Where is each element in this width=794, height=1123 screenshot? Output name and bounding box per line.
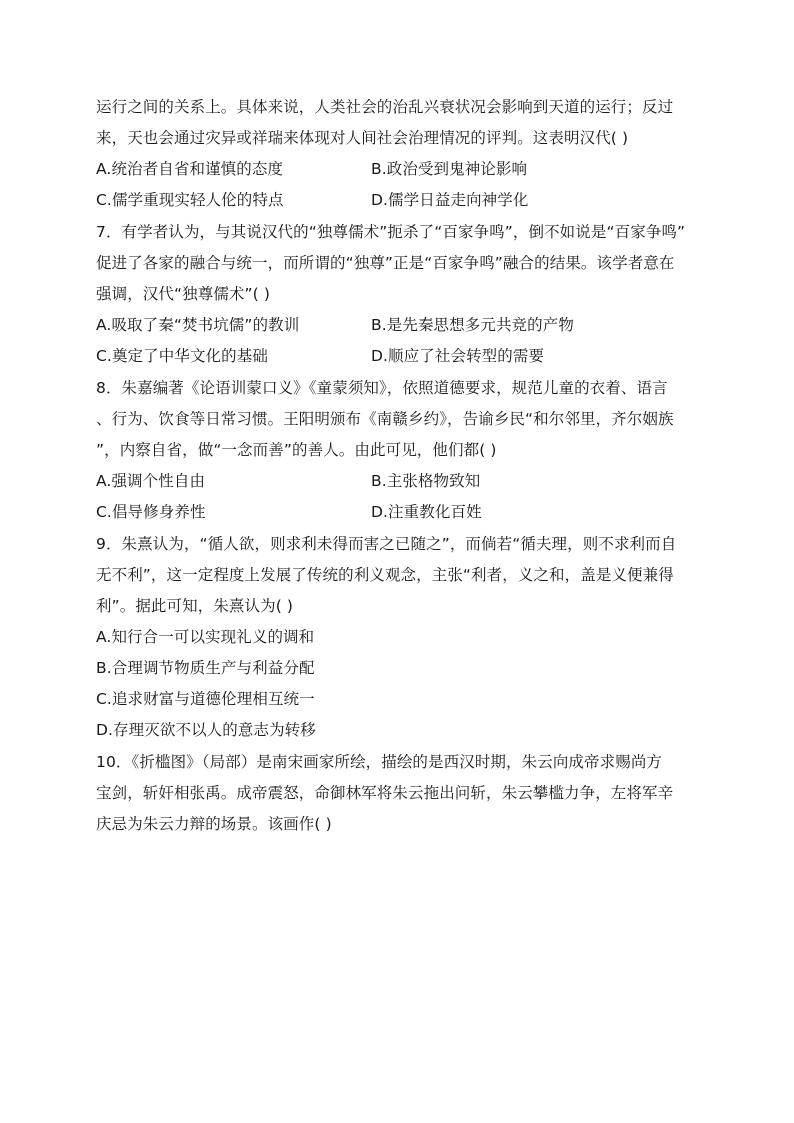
- q6-stem-line-2: 来，天也会通过灾异或祥瑞来体现对人间社会治理情况的评判。这表明汉代( ): [96, 129, 629, 147]
- q7-option-b: B.是先秦思想多元共竞的产物: [371, 316, 574, 334]
- q7-option-a: A.吸取了秦“焚书坑儒”的教训: [96, 316, 300, 334]
- q6-option-b: B.政治受到鬼神论影响: [371, 160, 528, 178]
- q6-option-c: C.儒学重现实轻人伦的特点: [96, 191, 284, 209]
- q6-stem-line-1: 运行之间的关系上。具体来说，人类社会的治乱兴衰状况会影响到天道的运行；反过: [96, 98, 674, 116]
- q10-stem-line-1: 10．《折槛图》（局部）是南宋画家所绘，描绘的是西汉时期，朱云向成帝求赐尚方: [96, 753, 663, 771]
- q9-stem-line-1: 9．朱熹认为，“循人欲，则求利未得而害之已随之”，而倘若“循夫理，则不求利而自: [96, 535, 677, 553]
- q8-option-d: D.注重教化百姓: [371, 503, 482, 521]
- q9-stem-line-2: 无不利”，这一定程度上发展了传统的利义观念，主张“利者，义之和，盖是义便兼得: [96, 566, 674, 584]
- q7-option-d: D.顺应了社会转型的需要: [371, 347, 545, 365]
- q9-option-b: B.合理调节物质生产与利益分配: [96, 659, 315, 677]
- q7-stem-line-1: 7．有学者认为，与其说汉代的“独尊儒术”扼杀了“百家争鸣”，倒不如说是“百家争鸣”: [96, 223, 686, 241]
- q6-option-a: A.统治者自省和谨慎的态度: [96, 160, 284, 178]
- q9-option-a: A.知行合一可以实现礼义的调和: [96, 628, 315, 646]
- q8-option-b: B.主张格物致知: [371, 472, 481, 490]
- q7-stem-line-3: 强调，汉代“独尊儒术”( ): [96, 285, 270, 303]
- q8-stem-line-2: 、行为、饮食等日常习惯。王阳明颁布《南赣乡约》，告谕乡民“和尔邻里，齐尔姻族: [96, 410, 674, 428]
- q9-option-d: D.存理灭欲不以人的意志为转移: [96, 721, 316, 739]
- q7-stem-line-2: 促进了各家的融合与统一，而所谓的“独尊”正是“百家争鸣”融合的结果。该学者意在: [96, 254, 675, 272]
- q8-stem-line-1: 8．朱嘉编著《论语训蒙口义》《童蒙须知》，依照道德要求，规范儿童的衣着、语言: [96, 379, 668, 397]
- q10-stem-line-2: 宝剑，斩奸相张禹。成帝震怒，命御林军将朱云拖出问斩，朱云攀槛力争，左将军辛: [96, 784, 674, 802]
- q8-option-a: A.强调个性自由: [96, 472, 206, 490]
- q8-option-c: C.倡导修身养性: [96, 503, 206, 521]
- q8-stem-line-3: ”，内察自省，做“一念而善”的善人。由此可见，他们都( ): [96, 441, 497, 459]
- q10-stem-line-3: 庆忌为朱云力辩的场景。该画作( ): [96, 815, 332, 833]
- q6-option-d: D.儒学日益走向神学化: [371, 191, 529, 209]
- q7-option-c: C.奠定了中华文化的基础: [96, 347, 268, 365]
- q9-option-c: C.追求财富与道德伦理相互统一: [96, 690, 315, 708]
- q9-stem-line-3: 利”。据此可知，朱熹认为( ): [96, 597, 294, 615]
